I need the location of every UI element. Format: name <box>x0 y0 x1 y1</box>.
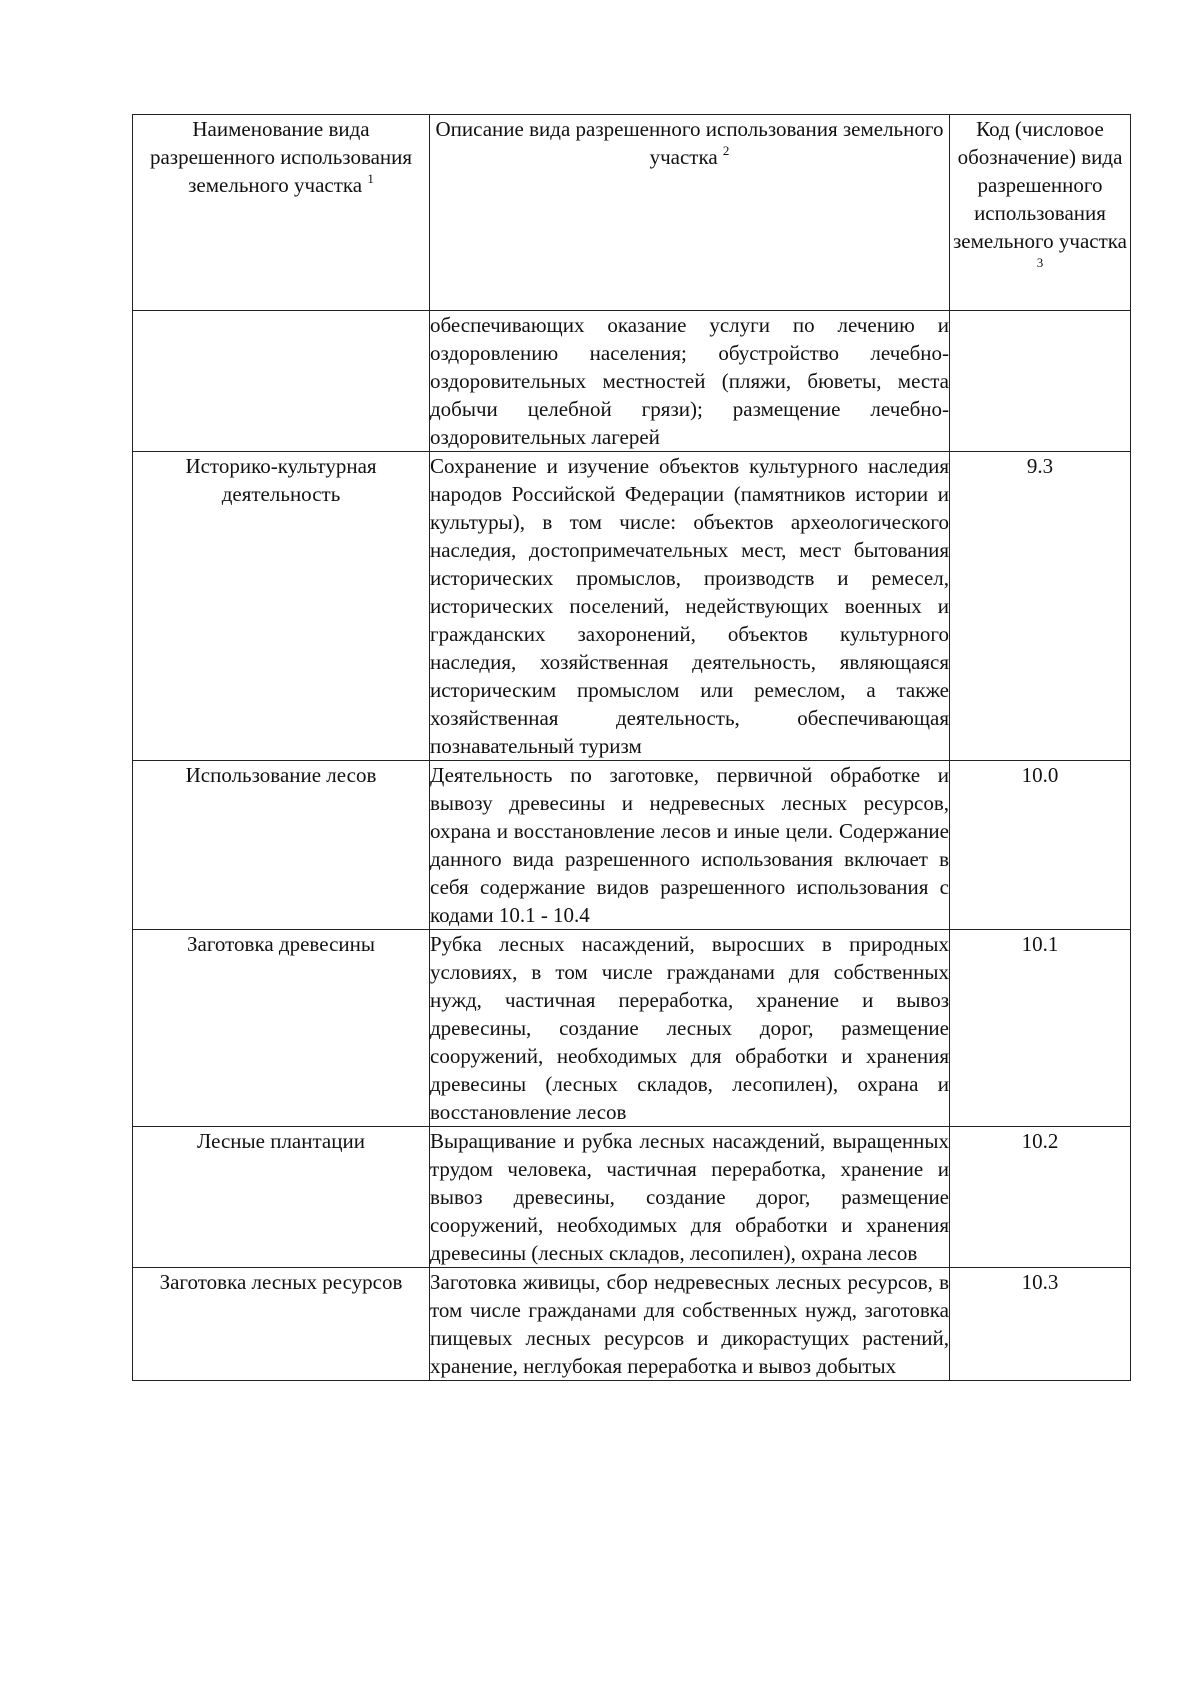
table-row <box>133 1268 1131 1381</box>
row-name: Заготовка древесины <box>133 930 430 1127</box>
row-code: 10.3 <box>950 1268 1131 1381</box>
table-row <box>133 761 1131 930</box>
header-name <box>133 115 430 311</box>
header-name-text: Наименование вида разрешенного использования земельного участка <box>149 117 413 197</box>
header-code <box>950 115 1131 311</box>
footnote-marker: 1 <box>367 171 374 186</box>
row-description: Сохранение и изучение объектов культурного наследия народов Российской Федерации (памятников истории и культуры), в том числе: объектов археологического наследия, достопримечательных мест, мест бытования исторических промыслов, производств и ремесел, исторических поселений, недействующих военных и гражданских захоронений, объектов культурного наследия, хозяйственная деятельность, являющаяся историческим промыслом или ремеслом, а также хозяйственная деятельность, обеспечивающая познавательный туризм <box>430 452 950 761</box>
row-description: Рубка лесных насаждений, выросших в природных условиях, в том числе гражданами для собственных нужд, частичная переработка, хранение и вывоз древесины, создание лесных дорог, размещение сооружений, необходимых для обработки и хранения древесины (лесных складов, лесопилен), охрана и восстановление лесов <box>430 930 950 1127</box>
row-code: 9.3 <box>950 452 1131 761</box>
row-description: обеспечивающих оказание услуги по лечению и оздоровлению населения; обустройство лечебно-оздоровительных местностей (пляжи, бюветы, места добычи целебной грязи); размещение лечебно-оздоровительных лагерей <box>430 311 950 452</box>
table-row <box>133 452 1131 761</box>
footnote-marker: 2 <box>722 143 730 158</box>
table-row <box>133 311 1131 452</box>
table-row <box>133 1127 1131 1268</box>
footnote-marker: 3 <box>1036 255 1044 270</box>
row-code <box>950 311 1131 452</box>
row-name: Историко-культурная деятельность <box>133 452 430 761</box>
table-header-row <box>133 115 1131 311</box>
header-description <box>430 115 950 311</box>
row-code: 10.2 <box>950 1127 1131 1268</box>
row-description: Выращивание и рубка лесных насаждений, выращенных трудом человека, частичная переработка, хранение и вывоз древесины, создание дорог, размещение сооружений, необходимых для обработки и хранения древесины (лесных складов, лесопилен), охрана лесов <box>430 1127 950 1268</box>
header-code-text: Код (числовое обозначение) вида разрешенного использования земельного участка <box>953 117 1127 253</box>
land-use-table <box>132 114 1131 1381</box>
row-code: 10.0 <box>950 761 1131 930</box>
row-name <box>133 311 430 452</box>
row-description: Деятельность по заготовке, первичной обработке и вывозу древесины и недревесных лесных ресурсов, охрана и восстановление лесов и иные цели. Содержание данного вида разрешенного использования включает в себя содержание видов разрешенного использования с кодами 10.1 - 10.4 <box>430 761 950 930</box>
row-description: Заготовка живицы, сбор недревесных лесных ресурсов, в том числе гражданами для собственных нужд, заготовка пищевых лесных ресурсов и дикорастущих растений, хранение, неглубокая переработка и вывоз добытых <box>430 1268 950 1381</box>
header-description-text: Описание вида разрешенного использования земельного участка <box>435 117 944 169</box>
row-name: Использование лесов <box>133 761 430 930</box>
table-row <box>133 930 1131 1127</box>
row-name: Заготовка лесных ресурсов <box>133 1268 430 1381</box>
row-name: Лесные плантации <box>133 1127 430 1268</box>
row-code: 10.1 <box>950 930 1131 1127</box>
